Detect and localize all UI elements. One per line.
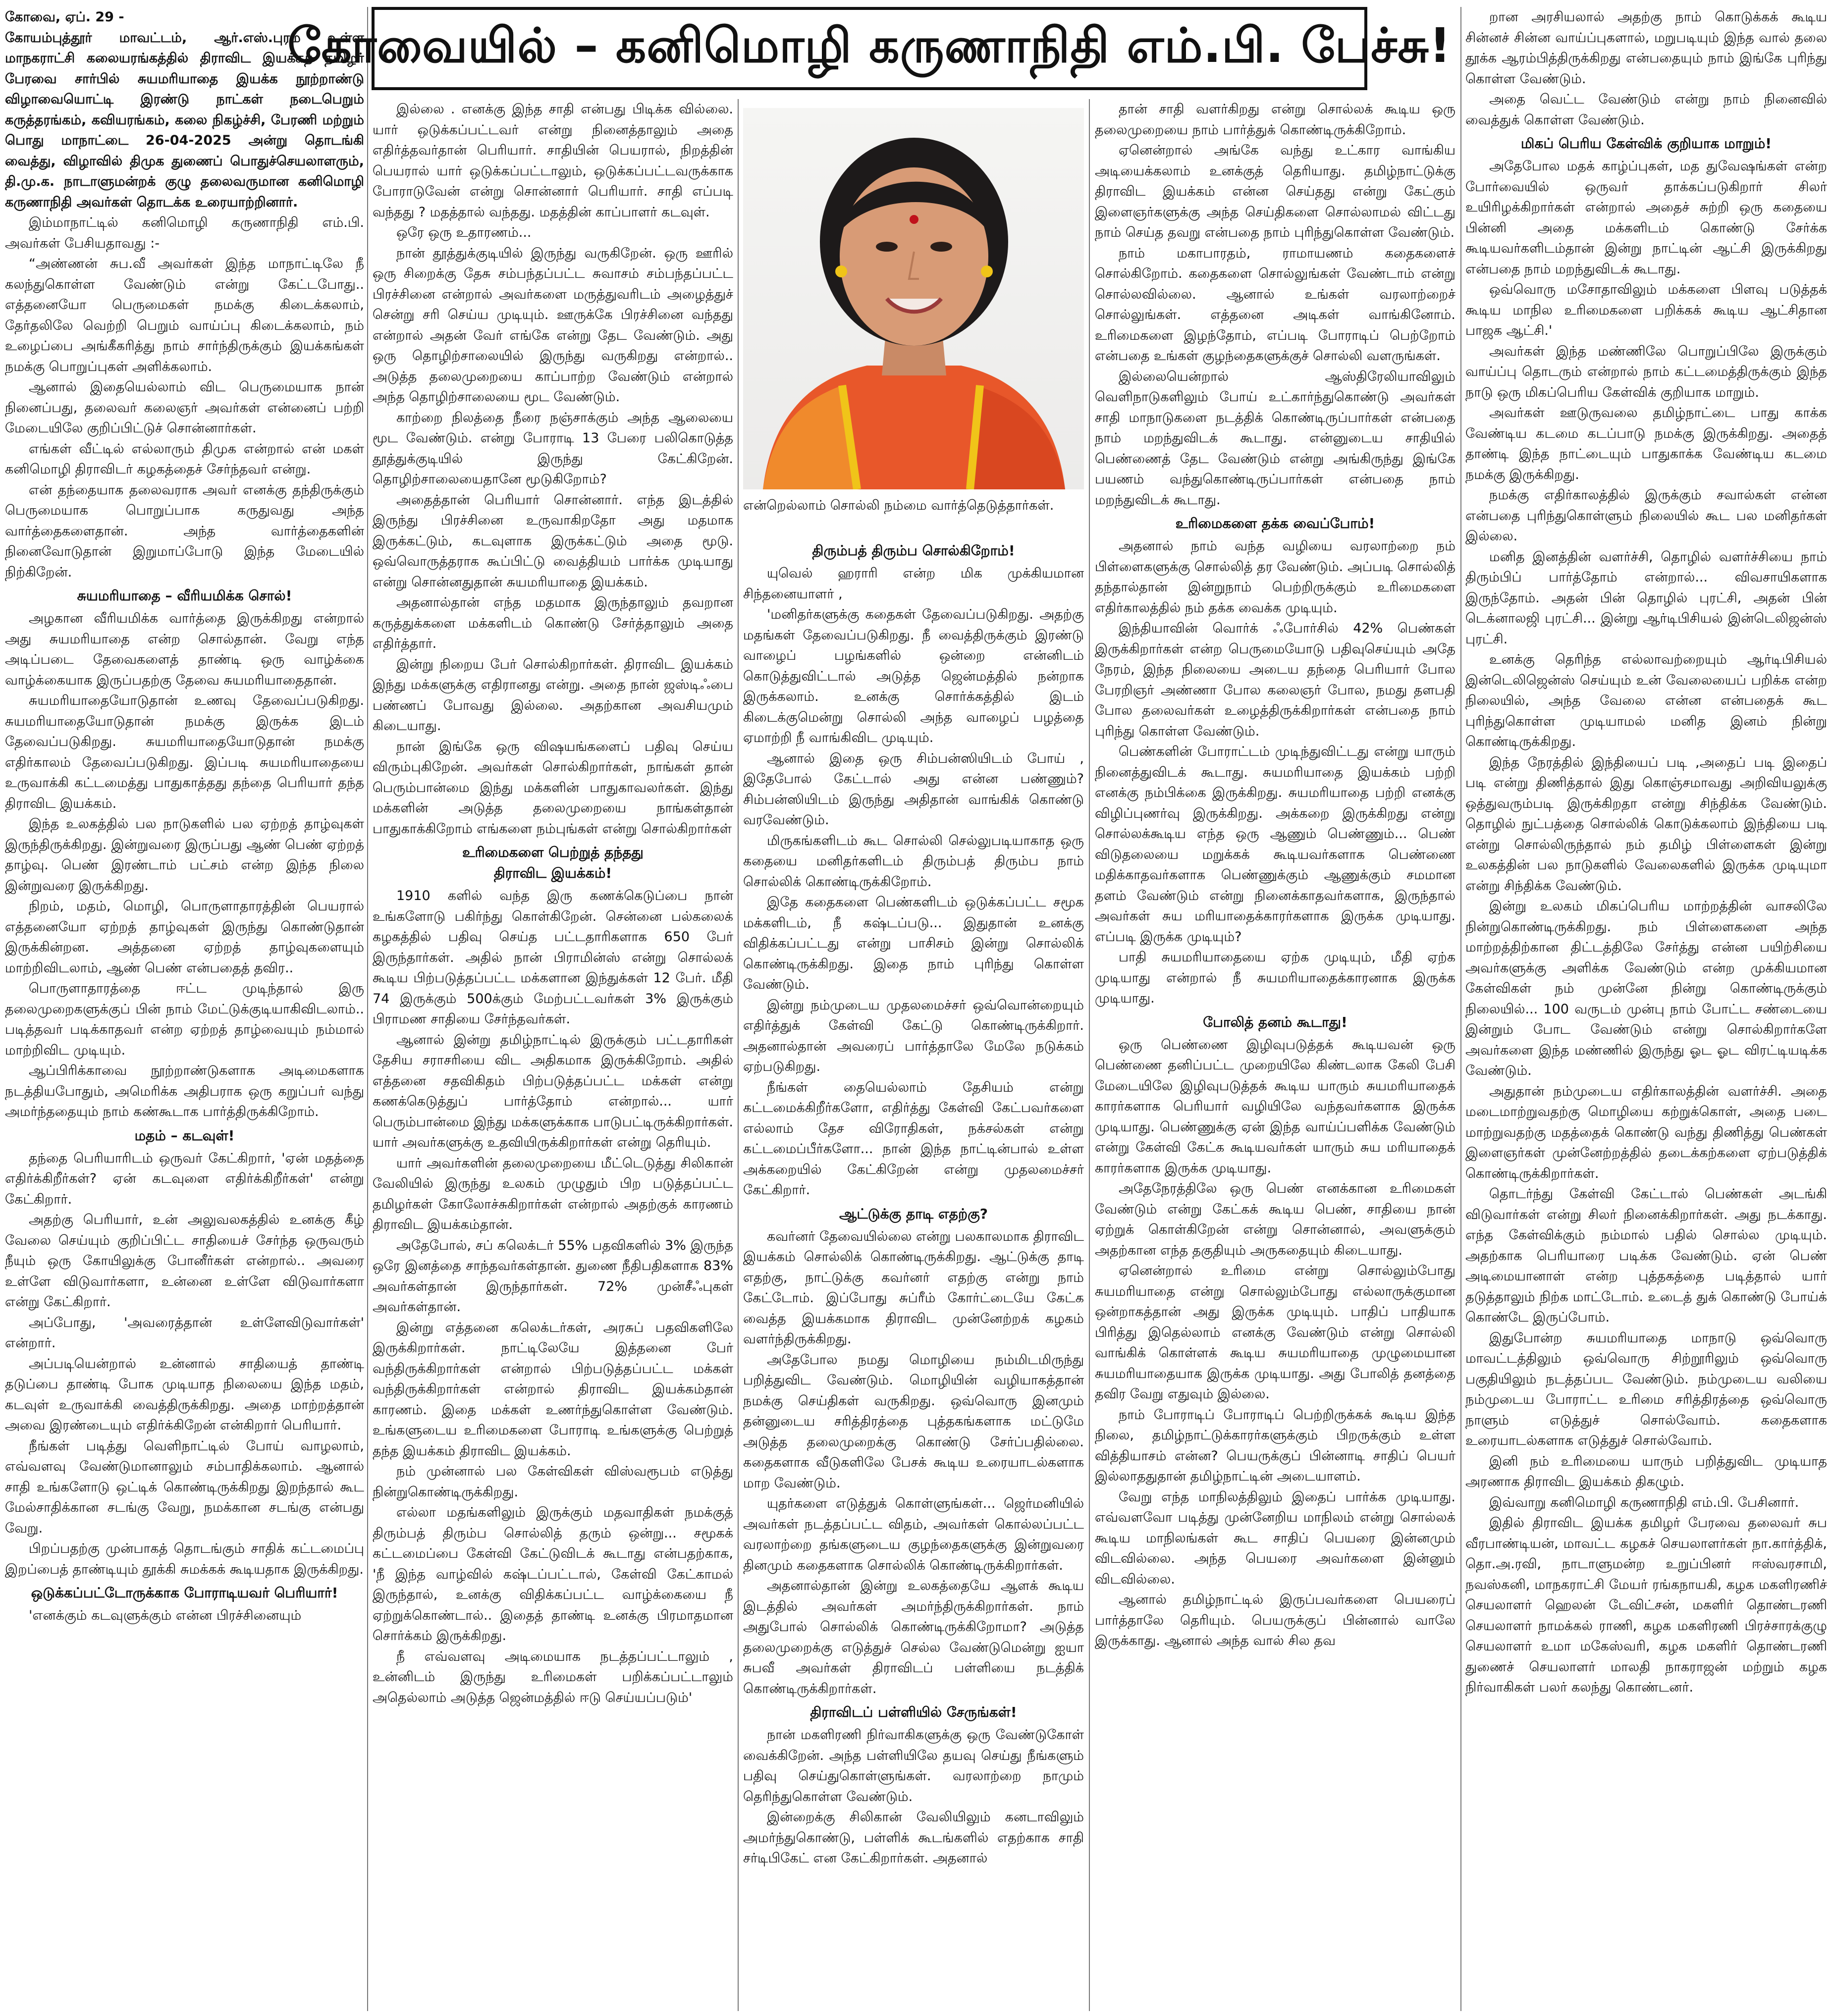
column-divider bbox=[367, 7, 368, 2011]
paragraph: பிறப்பதற்கு முன்பாகத் தொடங்கும் சாதிக் கட்டமைப்பு இறப்பைத் தாண்டியும் தூக்கி சுமக்கக் கூடியதாக இருக்கிறது. bbox=[5, 1541, 364, 1577]
paragraph: பொருளாதாரத்தை ஈட்ட முடிந்தால் இரு தலைமுறைகளுக்குப் பின் நாம் மேட்டுக்குடியாகிவிடலாம்.. படித்தவர் படிக்காதவர் என்ற ஏற்றத் தாழ்வையும் நம்மால் மாற்றிவிட முடியும். bbox=[5, 981, 364, 1058]
paragraph: இன்று எத்தனை கலெக்டர்கள், அரசுப் பதவிகளிலே இருக்கிறார்கள். நாட்டிலேயே இத்தனை பேர் வந்திருக்கிறார்கள் என்றால் பிற்படுத்தப்பட்ட மக்கள் வந்திருக்கிறார்கள் என்றால் திராவிட இயக்கம்தான் காரணம். இதை மக்கள் உணர்ந்துகொள்ள வேண்டும். உங்களுடைய உரிமைகளை போராடி உங்களுக்கு பெற்றுத் தந்த இயக்கம் திராவிட இயக்கம். bbox=[373, 1320, 733, 1459]
paragraph: இந்த உலகத்தில் பல நாடுகளில் பல ஏற்றத் தாழ்வுகள் இருந்திருக்கிறது. இன்றுவரை இருப்பது ஆண் பெண் ஏற்றத் தாழ்வு. பெண் இரண்டாம் பட்சம் என்ற இந்த நிலை இன்றுவரை இருக்கிறது. bbox=[5, 816, 364, 894]
paragraph: அதைத்தான் பெரியார் சொன்னார். எந்த இடத்தில் இருந்து பிரச்சினை உருவாகிறதோ அது மதமாக இருக்கட்டும், கடவுளாக இருக்கட்டும் அதை மூடு. ஒவ்வொருத்தராக கூப்பிட்டு வைத்தியம் பார்க்க முடியாது என்று சொன்னதுதான் சுயமரியாதை இயக்கம். bbox=[373, 492, 733, 590]
paragraph: இன்றைக்கு சிலிகான் வேலியிலும் கனடாவிலும் அமர்ந்துகொண்டு, பள்ளிக் கூடங்களில் எதற்காக சாதி சர்டிபிகேட் என கேட்கிறார்கள். அதனால் bbox=[743, 1809, 1084, 1866]
column-5 bbox=[1465, 7, 1827, 2011]
paragraph: நம் முன்னால் பல கேள்விகள் விஸ்வரூபம் எடுத்து நின்றுகொண்டிருக்கிறது. bbox=[373, 1464, 733, 1500]
paragraph: நாம் மகாபாரதம், ராமாயணம் கதைகளைச் சொல்கிறோம். கதைகளை சொல்லுங்கள் வேண்டாம் என்று சொல்லவில்லை. ஆனால் உங்கள் வரலாற்றைச் சொல்லுங்கள். எத்தனை அடிகள் வாங்கினோம். உரிமைகளை இழந்தோம், எப்படி போராடிப் பெற்றோம் என்பதை உங்கள் குழந்தைகளுக்குச் சொல்லி வளருங்கள். bbox=[1095, 245, 1455, 364]
paragraph: பாதி சுயமரியாதையை ஏற்க முடியும், மீதி ஏற்க முடியாது என்றால் நீ சுயமரியாதைக்காரனாக இருக்க முடியாது. bbox=[1095, 950, 1455, 1006]
paragraph: அவர்கள் ஊடுருவலை தமிழ்நாட்டை பாது காக்க வேண்டிய கடமை கடப்பாடு நமக்கு இருக்கிறது. அதைத் தாண்டி இந்த நாட்டையும் பாதுகாக்க வேண்டிய கடமை நமக்கு இருக்கிறது. bbox=[1465, 405, 1827, 482]
paragraph: அதேபோல நமது மொழியை நம்மிடமிருந்து பறித்துவிட வேண்டும். மொழியின் வழியாகத்தான் நமக்கு செய்திகள் வருகிறது. ஒவ்வொரு இனமும் தன்னுடைய சரித்திரத்தை புத்தகங்களாக மட்டுமே அடுத்த தலைமுறைக்கு கொண்டு சேர்ப்பதில்லை. கதைகளாக வீடுகளிலே பேசக் கூடிய உரையாடல்களாக மாற வேண்டும். bbox=[743, 1352, 1084, 1491]
caption: என்றெல்லாம் சொல்லி நம்மை வார்த்தெடுத்தார்கள். bbox=[743, 498, 1054, 513]
paragraph: அதை வெட்ட வேண்டும் என்று நாம் நினைவில் வைத்துக் கொள்ள வேண்டும். bbox=[1465, 92, 1827, 128]
subheading: திரும்பத் திரும்ப சொல்கிறோம்! bbox=[812, 542, 1015, 559]
paragraph: சுயமரியாதையோடுதான் உணவு தேவைப்படுகிறது. சுயமரியாதையோடுதான் நமக்கு இருக்க இடம் தேவைப்படுகிறது. சுயமரியாதையோடுதான் நமக்கு எதிர்காலம் தேவைப்படுகிறது. இப்படி சுயமரியாதையை உருவாக்கி கட்டமைத்து பாதுகாத்தது தந்தை பெரியார் தந்த திராவிட இயக்கம். bbox=[5, 693, 364, 811]
paragraph: இல்லை . எனக்கு இந்த சாதி என்பது பிடிக்க வில்லை. யார் ஒடுக்கப்பட்டவர் என்று நினைத்தாலும் அதை எதிர்த்தவர்தான் பெரியார். சாதியின் பெயரால், நிறத்தின் பெயரால் யார் ஒடுக்கப்பட்டாலும், ஒடுக்கப்பட்டவருக்காக போராடுவேன் என்று சொன்னார் பெரியார். சாதி எப்படி வந்தது ? மதத்தால் வந்தது. மதத்தின் காப்பாளர் கடவுள். bbox=[373, 102, 733, 220]
paragraph: அதுதான் நம்முடைய எதிர்காலத்தின் வளர்ச்சி. அதை மடைமாற்றுவதற்கு மொழியை கற்றுக்கொள், அதை படை மாற்றுவதற்கு மதத்தைக் கொண்டு வந்து திணித்து பெண்கள் இளைஞர்கள் முன்னேற்றத்தில் தடைக்கற்களை ஏற்படுத்திக் கொண்டிருக்கிறார்கள். bbox=[1465, 1083, 1827, 1181]
paragraph: 1910 களில் வந்த இரு கணக்கெடுப்பை நான் உங்களோடு பகிர்ந்து கொள்கிறேன். சென்னை பல்கலைக் கழகத்தில் பதிவு செய்த பட்டதாரிகளாக 650 பேர் இருந்தார்கள். அதில் நான் பிராமின்ஸ் என்று சொல்லக் கூடிய பிற்படுத்தப்பட்ட மக்களான இந்துக்கள் 12 பேர். மீதி 74 இருக்கும் 500க்கும் மேற்பட்டவர்கள் 3% இருக்கும் பிராமண சாதியை சேர்ந்தவர்கள். bbox=[373, 888, 733, 1027]
paragraph: இந்த நேரத்தில் இந்தியைப் படி ,அதைப் படி இதைப் படி என்று திணித்தால் இது கொஞ்சமாவது அறிவியலுக்கு ஒத்துவரும்படி இருக்கிறதா என்று சிந்திக்க வேண்டும். தொழில் நுட்பத்தை சொல்லிக் கொடுக்கலாம் இந்தியை படி என்று சொல்லிருந்தால் நம் தமிழ் பிள்ளைகள் இன்று உலகத்தின் பல நாடுகளில் வேலைகளில் இருக்க முடியுமா என்று சிந்திக்க வேண்டும். bbox=[1465, 754, 1827, 894]
subheading: ஒடுக்கப்பட்டோருக்காக போராடியவர் பெரியார்! bbox=[31, 1585, 338, 1601]
paragraph: ஒரே ஒரு உதாரணம்... bbox=[396, 225, 532, 240]
paragraph: யார் அவர்களின் தலைமுறையை மீட்டெடுத்து சிலிகான் வேலியில் இருந்து உலகம் முழுதும் பிற படுத்தப்பட்ட தமிழர்கள் கோலோச்சுகிறார்கள் என்றால் அதற்குக் காரணம் திராவிட இயக்கம்தான். bbox=[373, 1155, 733, 1232]
paragraph: அப்படியென்றால் உன்னால் சாதியைத் தாண்டி தடுப்பை தாண்டி போக முடியாத நிலையை இந்த மதம், கடவுள் உருவாக்கி வைத்திருக்கிறது. அதை மாற்றத்தான் அவை இரண்டையும் எதிர்க்கிறேன் என்கிறார் பெரியார். bbox=[5, 1356, 364, 1433]
paragraph: ஏனென்றால் அங்கே வந்து உட்கார வாங்கிய அடியைக்கலாம் உனக்குத் தெரியாது. தமிழ்நாட்டுக்கு திராவிட இயக்கம் என்ன செய்தது என்று கேட்கும் இளைஞர்களுக்கு அந்த செய்திகளை சொல்லாமல் விட்டது நாம் செய்த தவறு என்பதை நாம் புரிந்துகொள்ள வேண்டும். bbox=[1095, 143, 1455, 240]
subheading: உரிமைகளை தக்க வைப்போம்! bbox=[1175, 515, 1375, 531]
headline: கோவையில் – கனிமொழி கருணாநிதி எம்.பி. பேச்சு! bbox=[287, 17, 1452, 73]
paragraph: இந்தியாவின் வொர்க் ஃபோர்சில் 42% பெண்கள் இருக்கிறார்கள் என்ற பெருமையோடு பதிவுசெய்யும் அதே நேரம், இந்த நிலையை அடைய தந்தை பெரியார் போல பேரறிஞர் அண்ணா போல கலைஞர் போல, நமது தளபதி போல தலைவர்கள் உழைத்திருக்கிறார்கள் என்பதை நாம் புரிந்து கொள்ள வேண்டும். bbox=[1095, 621, 1455, 739]
column-3 bbox=[743, 537, 1084, 2011]
paragraph: நீ எவ்வளவு அடிமையாக நடத்தப்பட்டாலும் , உன்னிடம் இருந்து உரிமைகள் பறிக்கப்பட்டாலும் அதெல்லாம் அடுத்த ஜென்மத்தில் ஈடு செய்யப்படும்' bbox=[373, 1648, 733, 1705]
paragraph: தொடர்ந்து கேள்வி கேட்டால் பெண்கள் அடங்கி விடுவார்கள் என்று சிலர் நினைக்கிறார்கள். அது நடக்காது. எந்த கேள்விக்கும் நம்மால் பதில் சொல்ல முடியும். அதற்காக பெரியாரை படிக்க வேண்டும். ஏன் பெண் அடிமையானாள் என்ற புத்தகத்தை படித்தால் யார் தடுத்தாலும் நிற்க மாட்டோம். உடைத் துக் கொண்டு போய்க் கொண்டே இருப்போம். bbox=[1465, 1186, 1827, 1325]
subheading-line-1: உரிமைகளை பெற்றுத் தந்தது bbox=[462, 844, 644, 860]
paragraph: நான் தூத்துக்குடியில் இருந்து வருகிறேன். ஒரு ஊரில் ஒரு சிறைக்கு தேசு சம்பந்தப்பட்ட சுவாசம் சம்பந்தப்பட்ட பிரச்சினை என்றால் அவர்களை மருத்துவரிடம் அழைத்துச் சென்று சரி செய்ய முடியும். ஊருக்கே பிரச்சினை வந்தது என்றால் அதன் வேர் எங்கே என்று தேட வேண்டும். அது ஒரு தொழிற்சாலையில் இருந்து வருகிறது என்றால்.. அடுத்த தலைமுறையை காப்பாற்ற வேண்டும் என்றால் அந்த தொழிற்சாலையை மூட வேண்டும். bbox=[373, 245, 733, 405]
paragraph: தந்தை பெரியாரிடம் ஒருவர் கேட்கிறார், 'ஏன் மதத்தை எதிர்க்கிறீர்கள்? ஏன் கடவுளை எதிர்க்கிறீர்கள்' என்று கேட்கிறார். bbox=[5, 1150, 364, 1207]
paragraph: நமக்கு எதிர்காலத்தில் இருக்கும் சவால்கள் என்ன என்பதை புரிந்துகொள்ளும் நிலையில் கூட பல மனிதர்கள் இல்லை. bbox=[1465, 487, 1827, 544]
paragraph: அவர்கள் இந்த மண்ணிலே பொறுப்பிலே இருக்கும் வாய்ப்பு தொடரும் என்றால் நாம் கட்டமைத்திருக்கும் இந்த நாடு ஒரு மிகப்பெரிய கேள்விக் குறியாக மாறும். bbox=[1465, 343, 1827, 400]
subheading: மதம் – கடவுள்! bbox=[134, 1127, 235, 1144]
paragraph: பெண்களின் போராட்டம் முடிந்துவிட்டது என்று யாரும் நினைத்துவிடக் கூடாது. சுயமரியாதை இயக்கம் பற்றி எனக்கு நம்பிக்கை இருக்கிறது. சுயமரியாதை பற்றி எனக்கு விழிப்புணர்வு இருக்கிறது. அக்கறை இருக்கிறது என்று சொல்லக்கூடிய எந்த ஒரு ஆணும் பெண்ணும்... பெண் விடுதலையை மறுக்கக் கூடியவர்களாக பெண்ணை மதிக்காதவர்களாக பெண்ணுக்கும் ஆணுக்கும் சமமான தளம் வேண்டும் என்று நினைக்காதவர்களாக, இருந்தால் அவர்கள் சுய மரியாதைக்காரர்களாக இருக்க முடியாது. எப்படி இருக்க முடியும்? bbox=[1095, 744, 1455, 945]
paragraph: “அண்ணன் சுப.வீ அவர்கள் இந்த மாநாட்டிலே நீ கலந்துகொள்ள வேண்டும் என்று கேட்டபோது.. எத்தனையோ பெருமைகள் நமக்கு கிடைக்கலாம், தேர்தலிலே வெற்றி பெறும் வாய்ப்பு கிடைக்கலாம், நம் உழைப்பை அங்கீகரித்து நாம் சார்ந்திருக்கும் இயக்கங்கள் நமக்கு பொறுப்புகள் அளிக்கலாம். bbox=[5, 256, 364, 374]
paragraph: மிருகங்களிடம் கூட சொல்லி செல்லுபடியாகாத ஒரு கதையை மனிதர்களிடம் திரும்பத் திரும்ப நாம் சொல்லிக் கொண்டிருக்கிறோம். bbox=[743, 833, 1084, 890]
paragraph: அதற்கு பெரியார், உன் அலுவலகத்தில் உனக்கு கீழ் வேலை செய்யும் குறிப்பிட்ட சாதியைச் சேர்ந்த ஒருவரும் நீயும் ஒரு கோயிலுக்கு போனீர்கள் என்றால்.. அவரை உள்ளே விடுவார்களா, உன்னை உள்ளே விடுவார்களா என்று கேட்கிறார். bbox=[5, 1212, 364, 1310]
paragraph: ஆனால் தமிழ்நாட்டில் இருப்பவர்களை பெயரைப் பார்த்தாலே தெரியும். பெயருக்குப் பின்னால் வாலே இருக்காது. ஆனால் அந்த வால் சில தவ bbox=[1095, 1592, 1455, 1648]
paragraph: எல்லா மதங்களிலும் இருக்கும் மதவாதிகள் நமக்குத் திரும்பத் திரும்ப சொல்லித் தரும் ஒன்று... சமூகக் கட்டமைப்பை கேள்வி கேட்டுவிடக் கூடாது என்பதற்காக, 'நீ இந்த வாழ்வில் கஷ்டப்பட்டால், கேள்வி கேட்காமல் இருந்தால், உனக்கு விதிக்கப்பட்ட வாழ்க்கையை நீ ஏற்றுக்கொண்டால்.. இதைத் தாண்டி உனக்கு பிரமாதமான சொர்க்கம் இருக்கிறது. bbox=[373, 1505, 733, 1644]
paragraph: நிறம், மதம், மொழி, பொருளாதாரத்தின் பெயரால் எத்தனையோ ஏற்றத் தாழ்வுகள் இருந்து கொண்டுதான் இருக்கின்றன. அத்தனை ஏற்றத் தாழ்வுகளையும் மாற்றிவிடலாம், ஆண் பெண் என்பதைத் தவிர.. bbox=[5, 899, 364, 976]
paragraph: நான் இங்கே ஒரு விஷயங்களைப் பதிவு செய்ய விரும்புகிறேன். அவர்கள் சொல்கிறார்கள், நாங்கள் தான் பெரும்பான்மை இந்து மக்களின் பாதுகாவலர்கள். இந்து மக்களின் அடுத்த தலைமுறையை நாங்கள்தான் பாதுகாக்கிறோம் எங்களை நம்புங்கள் என்று சொல்கிறார்கள் bbox=[373, 739, 733, 837]
column-1 bbox=[5, 7, 364, 2011]
paragraph: யுதர்களை எடுத்துக் கொள்ளுங்கள்... ஜெர்மனியில் அவர்கள் நடத்தப்பட்ட விதம், அவர்கள் கொல்லப்பட்ட வரலாற்றை தங்களுடைய குழந்தைகளுக்கு இன்றுவரை தினமும் கதைகளாக சொல்லிக் கொண்டிருக்கிறார்கள். bbox=[743, 1496, 1084, 1573]
subheading: திராவிடப் பள்ளியில் சேருங்கள்! bbox=[810, 1704, 1017, 1720]
paragraph: கவர்னர் தேவையில்லை என்று பலகாலமாக திராவிட இயக்கம் சொல்லிக் கொண்டிருக்கிறது. ஆட்டுக்கு தாடி எதற்கு, நாட்டுக்கு கவர்னர் எதற்கு என்று நாம் கேட்டோம். இப்போது சுப்ரீம் கோர்ட்டையே கேட்க வைத்த இயக்கமாக திராவிட முன்னேற்றக் கழகம் வளர்ந்திருக்கிறது. bbox=[743, 1228, 1084, 1347]
paragraph: நான் மகளிரணி நிர்வாகிகளுக்கு ஒரு வேண்டுகோள் வைக்கிறேன். அந்த பள்ளியிலே தயவு செய்து நீங்களும் பதிவு செய்துகொள்ளுங்கள். வரலாற்றை நாமும் தெரிந்துகொள்ள வேண்டும். bbox=[743, 1727, 1084, 1804]
subheading: போலித் தனம் கூடாது! bbox=[1203, 1013, 1347, 1030]
subheading: மிகப் பெரிய கேள்விக் குறியாக மாறும்! bbox=[1520, 135, 1772, 152]
portrait-image bbox=[743, 108, 1084, 489]
paragraph: இம்மாநாட்டில் கனிமொழி கருணாநிதி எம்.பி. அவர்கள் பேசியதாவது :- bbox=[5, 215, 364, 251]
portrait-photo bbox=[743, 108, 1084, 489]
paragraph: ஆனால் இதையெல்லாம் விட பெருமையாக நான் நினைப்பது, தலைவர் கலைஞர் அவர்கள் என்னைப் பற்றி மேடையிலே குறிப்பிட்டுச் சொன்னார்கள். bbox=[5, 379, 364, 436]
paragraph: இவ்வாறு கனிமொழி கருணாநிதி எம்.பி. பேசினார். bbox=[1489, 1494, 1799, 1510]
paragraph: ஆப்பிரிக்காவை நூற்றாண்டுகளாக அடிமைகளாக நடத்தியபோதும், அமெரிக்க அதிபராக ஒரு கறுப்பர் வந்து அமர்ந்ததையும் நாம் கண்கூடாக பார்த்திருக்கிறோம். bbox=[5, 1063, 364, 1119]
paragraph: மனித இனத்தின் வளர்ச்சி, தொழில் வளர்ச்சியை நாம் திரும்பிப் பார்த்தோம் என்றால்... விவசாயிகளாக இருந்தோம். அதன் பின் தொழில் புரட்சி, அதன் பின் டெக்னாலஜி புரட்சி... இன்று ஆர்டிபிசியல் இன்டெலிஜன்ஸ் புரட்சி. bbox=[1465, 549, 1827, 647]
dateline: கோவை, ஏப். 29 - bbox=[5, 9, 124, 25]
subheading: ஆட்டுக்கு தாடி எதற்கு? bbox=[839, 1205, 988, 1222]
lead-paragraph: கோயம்புத்தூர் மாவட்டம், ஆர்.எஸ்.புரம் உள்ள மாநகராட்சி கலையரங்கத்தில் திராவிட இயக்கத் தமிழர் பேரவை சார்பில் சுயமரியாதை இயக்க நூற்றாண்டு விழாவையொட்டி இரண்டு நாட்கள் நடைபெறும் கருத்தரங்கம், கவியரங்கம், கலை நிகழ்ச்சி, பேரணி மற்றும் பொது மாநாட்டை 26-04-2025 அன்று தொடங்கி வைத்து, விழாவில் திமுக துணைப் பொதுச்செயலாளரும், தி.மு.க. நாடாளுமன்றக் குழு தலைவருமான கனிமொழி கருணாநிதி அவர்கள் தொடக்க உரையாற்றினார். bbox=[5, 30, 364, 210]
paragraph: இதே கதைகளை பெண்களிடம் ஒடுக்கப்பட்ட சமூக மக்களிடம், நீ கஷ்டப்படு... இதுதான் உனக்கு விதிக்கப்பட்டது என்று பாசிசம் இன்று சொல்லிக் கொண்டிருக்கிறது. இதை நாம் புரிந்து கொள்ள வேண்டும். bbox=[743, 895, 1084, 992]
paragraph: இனி நம் உரிமையை யாரும் பறித்துவிட முடியாத அரணாக திராவிட இயக்கம் திகழும். bbox=[1465, 1453, 1827, 1489]
column-4 bbox=[1095, 99, 1455, 2011]
paragraph: அதனால்தான் இன்று உலகத்தையே ஆளக் கூடிய இடத்தில் அவர்கள் அமர்ந்திருக்கிறார்கள். நாம் அதுபோல் சொல்லிக் கொண்டிருக்கிறோமா? அடுத்த தலைமுறைக்கு எடுத்துச் செல்ல வேண்டுமென்று ஐயா சுபவீ அவர்கள் திராவிடப் பள்ளியை நடத்திக் கொண்டிருக்கிறார்கள். bbox=[743, 1578, 1084, 1697]
paragraph: என் தந்தையாக தலைவராக அவர் எனக்கு தந்திருக்கும் பெருமையாக பொறுப்பாக கருதுவது அந்த வார்த்தைகளைதான். அந்த வார்த்தைகளின் நினைவோடுதான் இறுமாப்போடு இந்த மேடையில் நிற்கிறேன். bbox=[5, 482, 364, 580]
column-2 bbox=[373, 99, 733, 2011]
paragraph: 'எனக்கும் கடவுளுக்கும் என்ன பிரச்சினையும் bbox=[29, 1608, 302, 1623]
column-divider bbox=[738, 99, 739, 2011]
paragraph: ஒவ்வொரு மசோதாவிலும் மக்களை பிளவு படுத்தக் கூடிய மாநில உரிமைகளை பறிக்கக் கூடிய ஆட்சிதான பாஜக ஆட்சி.' bbox=[1465, 282, 1827, 338]
paragraph: இதுபோன்ற சுயமரியாதை மாநாடு ஒவ்வொரு மாவட்டத்திலும் ஒவ்வொரு சிற்றூரிலும் ஒவ்வொரு பகுதியிலும் நடத்தப்பட வேண்டும். நம்முடைய வலியை நம்முடைய போராட்ட உரிமை சரித்திரத்தை ஒவ்வொரு நாளும் எடுத்துச் சொல்வோம். கதைகளாக உரையாடல்களாக எடுத்துச் சொல்வோம். bbox=[1465, 1330, 1827, 1448]
paragraph: வேறு எந்த மாநிலத்திலும் இதைப் பார்க்க முடியாது. எவ்வளவோ படித்து முன்னேறிய மாநிலம் என்று சொல்லக் கூடிய மாநிலங்கள் கூட சாதிப் பெயரை இன்னமும் விடவில்லை. அந்த பெயரை அவர்களை இன்னும் விடவில்லை. bbox=[1095, 1489, 1455, 1587]
column-divider bbox=[1089, 99, 1090, 2011]
paragraph: அதேபோல மதக் காழ்ப்புகள், மத துவேஷங்கள் என்ற போர்வையில் ஒருவர் தாக்கப்படுகிறார் சிலர் உயிரிழக்கிறார்கள் என்றால் அதைச் சுற்றி ஒரு கதையை பின்னி அதை மக்களிடம் கொண்டு சேர்க்க கூடியவர்களிடம்தான் இன்று நாட்டின் ஆட்சி இருக்கிறது என்பதை நாம் மறந்துவிடக் கூடாது. bbox=[1465, 159, 1827, 277]
paragraph: அதேநேரத்திலே ஒரு பெண் எனக்கான உரிமைகள் வேண்டும் என்று கேட்கக் கூடிய பெண், சாதியை நான் ஏற்றுக் கொள்கிறேன் என்று சொன்னால், அவளுக்கும் அதற்கான எந்த தகுதியும் அருகதையும் கிடையாது. bbox=[1095, 1181, 1455, 1258]
paragraph: இல்லையென்றால் ஆஸ்திரேலியாவிலும் வெளிநாடுகளிலும் போய் உட்கார்ந்துகொண்டு அவர்கள் சாதி மாநாடுகளை நடத்திக் கொண்டிருப்பார்கள் என்பதை நாம் மறந்துவிடக் கூடாது. என்னுடைய சாதியில் பெண்ணைத் தேட வேண்டும் என்று அங்கிருந்து இங்கே பயணம் வந்துகொண்டிருப்பார்கள் என்பதை நாம் மறந்துவிடக் கூடாது. bbox=[1095, 369, 1455, 508]
paragraph: எங்கள் வீட்டில் எல்லாரும் திமுக என்றால் என் மகள் கனிமொழி திராவிடர் கழகத்தைச் சேர்ந்தவர் என்று. bbox=[5, 441, 364, 477]
paragraph: ஒரு பெண்ணை இழிவுபடுத்தக் கூடியவன் ஒரு பெண்ணை தனிப்பட்ட முறையிலே கிண்டலாக கேலி பேசி மேடையிலே இழிவுபடுத்தக் கூடிய யாரும் சுயமரியாதைக் காரர்களாக பெரியார் வழியிலே வந்தவர்களாக இருக்க முடியாது. பெண்ணுக்கு ஏன் இந்த வாய்ப்பளிக்க வேண்டும் என்று கேள்வி கேட்க கூடியவர்கள் யாரும் சுய மரியாதைக் காரர்களாக இருக்க முடியாது. bbox=[1095, 1037, 1455, 1176]
paragraph: அதேபோல், சப் கலெக்டர் 55% பதவிகளில் 3% இருந்த ஒரே இனத்தை சாந்தவர்கள்தான். துணை நீதிபதிகளாக 83% அவர்கள்தான் இருந்தார்கள். 72% முன்சீஃபுகள் அவர்கள்தான். bbox=[373, 1237, 733, 1315]
paragraph: 'மனிதர்களுக்கு கதைகள் தேவைப்படுகிறது. அதற்கு மதங்கள் தேவைப்படுகிறது. நீ வைத்திருக்கும் இரண்டு வாழைப் பழங்களில் ஒன்றை என்னிடம் கொடுத்துவிட்டால் அடுத்த ஜென்மத்தில் நன்றாக இருக்கலாம். உனக்கு சொர்க்கத்தில் இடம் கிடைக்குமென்று சொல்லி அந்த வாழைப் பழத்தை ஏமாற்றி நீ வாங்கிவிட முடியும். bbox=[743, 607, 1084, 745]
subheading: சுயமரியாதை – வீரியமிக்க சொல்! bbox=[77, 587, 292, 604]
paragraph: தான் சாதி வளர்கிறது என்று சொல்லக் கூடிய ஒரு தலைமுறையை நாம் பார்த்துக் கொண்டிருக்கிறோம். bbox=[1095, 102, 1455, 138]
paragraph: அப்போது, 'அவரைத்தான் உள்ளேவிடுவார்கள்' என்றார். bbox=[5, 1315, 364, 1351]
paragraph: இன்று உலகம் மிகப்பெரிய மாற்றத்தின் வாசலிலே நின்றுகொண்டிருக்கிறது. நம் பிள்ளைகளை அந்த மாற்றத்திற்கான திட்டத்திலே சேர்த்து என்ன பயிற்சியை அவர்களுக்கு அளிக்க வேண்டும் என்ற முக்கியமான கேள்விகள் நம் முன்னே நின்று கொண்டிருக்கும் நிலையில்... 100 வருடம் முன்பு நாம் போட்ட சண்டையை இன்றும் போட வேண்டும் என்று சொல்கிறார்களே அவர்களை இந்த மண்ணில் இருந்து ஓட ஓட விரட்டியடிக்க வேண்டும். bbox=[1465, 899, 1827, 1078]
paragraph: இன்று நிறைய பேர் சொல்கிறார்கள். திராவிட இயக்கம் இந்து மக்களுக்கு எதிரானது என்று. அதை நான் ஜஸ்டிஃபை பண்ணப் போவது இல்லை. அதற்கான அவசியமும் கிடையாது. bbox=[373, 656, 733, 734]
paragraph: ஏனென்றால் உரிமை என்று சொல்லும்போது சுயமரியாதை என்று சொல்லும்போது எல்லாருக்குமான ஒன்றாகத்தான் அது இருக்க முடியும். பாதிப் பாதியாக பிரித்து இதெல்லாம் எனக்கு வேண்டும் என்று சொல்லி வாங்கிக் கொள்ளக் கூடிய சுயமரியாதை முழுமையான சுயமரியாதையாக இருக்க முடியாது. அது போலித் தனத்தை தவிர வேறு எதுவும் இல்லை. bbox=[1095, 1263, 1455, 1402]
paragraph: யுவெல் ஹராரி என்ற மிக முக்கியமான சிந்தனையாளர் , bbox=[743, 566, 1084, 602]
paragraph: காற்றை நிலத்தை நீரை நஞ்சாக்கும் அந்த ஆலையை மூட வேண்டும். என்று போராடி 13 பேரை பலிகொடுத்த தூத்துக்குடியில் இருந்து கேட்கிறேன். தொழிற்சாலையைதானே மூடுகிறோம்? bbox=[373, 410, 733, 487]
paragraph: ஆனால் இதை ஒரு சிம்பன்ஸியிடம் போய் , இதேபோல் கேட்டால் அது என்ன பண்ணும்? சிம்பன்ஸியிடம் இருந்து அதிதான் வாங்கிக் கொண்டு வரவேண்டும். bbox=[743, 750, 1084, 828]
paragraph: றான அரசியலால் அதற்கு நாம் கொடுக்கக் கூடிய சின்னச் சின்ன வாய்ப்புகளால், மறுபடியும் இந்த வால் தலை தூக்க ஆரம்பித்திருக்கிறது என்பதையும் நாம் இங்கே புரிந்து கொள்ள வேண்டும். bbox=[1465, 9, 1827, 87]
photo-caption-area bbox=[743, 495, 1084, 516]
paragraph: உனக்கு தெரிந்த எல்லாவற்றையும் ஆர்டிபிசியல் இன்டெலிஜென்ஸ் செய்யும் உன் வேலையைப் பறிக்க என்ற நிலையில், அந்த வேலை என்ன என்பதைக் கூட புரிந்துகொள்ள முடியாமல் மனித இனம் நின்று கொண்டிருக்கிறது. bbox=[1465, 652, 1827, 749]
headline-box bbox=[287, 7, 1452, 90]
paragraph: நீங்கள் படித்து வெளிநாட்டில் போய் வாழலாம், எவ்வளவு வேண்டுமானாலும் சம்பாதிக்கலாம். ஆனால் சாதி உங்களோடு ஒட்டிக் கொண்டிருக்கிறது இறந்தால் கூட மேல்சாதிக்கான சடங்கு வேறு, நமக்கான சடங்கு என்பது வேறு. bbox=[5, 1438, 364, 1536]
paragraph: அழகான வீரியமிக்க வார்த்தை இருக்கிறது என்றால் அது சுயமரியாதை என்ற சொல்தான். வேறு எந்த அடிப்படை தேவைகளைத் தாண்டி ஒரு வாழ்க்கை வாழ்க்கையாக இருப்பதற்கு தேவை சுயமரியாதைதான். bbox=[5, 611, 364, 688]
paragraph: ஆனால் இன்று தமிழ்நாட்டில் இருக்கும் பட்டதாரிகள் தேசிய சராசரியை விட அதிகமாக இருக்கிறோம். அதில் எத்தனை சதவிகிதம் பிற்படுத்தப்பட்ட மக்கள் என்று கணக்கெடுத்துப் பார்த்தோம் என்றால்... யார் பெரும்பான்மை இந்து மக்களுக்காக பாடுபட்டிருக்கிறார்கள். யார் அவர்களுக்கு உதவியிருக்கிறார்கள் என்று தெரியும். bbox=[373, 1032, 733, 1150]
subheading-line-2: திராவிட இயக்கம்! bbox=[493, 865, 612, 881]
paragraph: அதனால் நாம் வந்த வழியை வரலாற்றை நம் பிள்ளைகளுக்கு சொல்லித் தர வேண்டும். அப்படி சொல்லித் தந்தால்தான் இன்றுநாம் பெற்றிருக்கும் உரிமைகளை எதிர்காலத்தில் நம் தக்க வைக்க முடியும். bbox=[1095, 538, 1455, 616]
paragraph: இன்று நம்முடைய முதலமைச்சர் ஒவ்வொன்றையும் எதிர்த்துக் கேள்வி கேட்டு கொண்டிருக்கிறார். அதனால்தான் அவரைப் பார்த்தாலே மேலே நடுக்கம் ஏற்படுகிறது. bbox=[743, 997, 1084, 1074]
paragraph: நாம் போராடிப் போராடிப் பெற்றிருக்கக் கூடிய இந்த நிலை, தமிழ்நாட்டுக்காரர்களுக்கும் பிறருக்கும் உள்ள வித்தியாசம் என்ன? பெயருக்குப் பின்னாடி சாதிப் பெயர் இல்லாததுதான் தமிழ்நாட்டின் அடையாளம். bbox=[1095, 1407, 1455, 1484]
paragraph: இதில் திராவிட இயக்க தமிழர் பேரவை தலைவர் சுப வீரபாண்டியன், மாவட்ட கழகச் செயலாளர்கள் நா.கார்த்திக், தொ.அ.ரவி, நாடாளுமன்ற உறுப்பினர் ஈஸ்வரசாமி, நவஸ்கனி, மாநகராட்சி மேயர் ரங்கநாயகி, கழக மகளிரணிச் செயலாளர் ஹெலன் டேவிட்சன், மகளிர் தொண்டரணி செயலாளர் நாமக்கல் ராணி, கழக மகளிரணி பிரச்சாரக்குழு செயலாளர் உமா மகேஸ்வரி, கழக மகளிர் தொண்டரணி துணைச் செயலாளர் மாலதி நாகராஜன் மற்றும் கழக நிர்வாகிகள் பலர் கலந்து கொண்டனர். bbox=[1465, 1515, 1827, 1695]
column-divider bbox=[1460, 7, 1461, 2011]
paragraph: அதனால்தான் எந்த மதமாக இருந்தாலும் தவறான கருத்துக்களை மக்களிடம் கொண்டு சேர்த்தாலும் அதை எதிர்த்தார். bbox=[373, 595, 733, 651]
paragraph: நீங்கள் தையெல்லாம் தேசியம் என்று கட்டமைக்கிறீர்களோ, எதிர்த்து கேள்வி கேட்பவர்களை எல்லாம் தேச விரோதிகள், நக்சல்கள் என்று கட்டமைப்பீர்களோ... நான் இந்த நாட்டின்பால் உள்ள அக்கறையில் கேட்கிறேன் என்று முதலமைச்சர் கேட்கிறார். bbox=[743, 1079, 1084, 1198]
subheading bbox=[373, 842, 733, 884]
